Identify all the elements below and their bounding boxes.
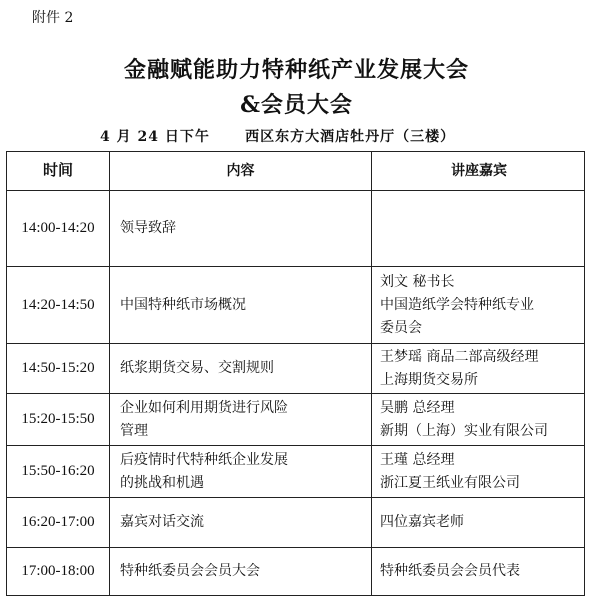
cell-time: 15:50-16:20 bbox=[7, 446, 110, 498]
cell-speaker bbox=[372, 548, 585, 596]
cell-time: 17:00-18:00 bbox=[7, 548, 110, 596]
attachment-label: 附件 2 bbox=[32, 10, 74, 26]
cell-time: 14:50-15:20 bbox=[7, 344, 110, 394]
table-row bbox=[7, 548, 585, 596]
speaker-line: 上海期货交易所 bbox=[380, 371, 478, 388]
speaker-line: 委员会 bbox=[380, 319, 422, 336]
content-line: 后疫情时代特种纸企业发展 bbox=[120, 451, 288, 468]
speaker-line: 吴鹏 总经理 bbox=[380, 399, 455, 416]
table-row bbox=[7, 267, 585, 344]
cell-content bbox=[110, 446, 372, 498]
speaker-line: 四位嘉宾老师 bbox=[380, 514, 464, 530]
cell-speaker bbox=[372, 394, 585, 446]
cell-time: 15:20-15:50 bbox=[7, 394, 110, 446]
content-line: 的挑战和机遇 bbox=[120, 474, 204, 491]
speaker-line: 中国造纸学会特种纸专业 bbox=[380, 296, 534, 313]
speaker-line: 王瑾 总经理 bbox=[380, 451, 455, 468]
cell-content bbox=[110, 548, 372, 596]
content-line: 嘉宾对话交流 bbox=[120, 514, 204, 530]
cell-content bbox=[110, 344, 372, 394]
content-line: 中国特种纸市场概况 bbox=[120, 296, 246, 313]
cell-content bbox=[110, 394, 372, 446]
table-header-row bbox=[7, 152, 585, 191]
header-time: 时间 bbox=[7, 152, 110, 191]
cell-speaker bbox=[372, 498, 585, 548]
content-line: 特种纸委员会会员大会 bbox=[120, 563, 260, 579]
cell-speaker bbox=[372, 344, 585, 394]
table-row bbox=[7, 498, 585, 548]
table-row bbox=[7, 446, 585, 498]
cell-content bbox=[110, 498, 372, 548]
schedule-table bbox=[6, 151, 585, 596]
content-line: 管理 bbox=[120, 422, 148, 439]
cell-time: 14:20-14:50 bbox=[7, 267, 110, 344]
speaker-line: 王梦瑶 商品二部高级经理 bbox=[380, 348, 539, 365]
cell-content bbox=[110, 267, 372, 344]
cell-time: 14:00-14:20 bbox=[7, 191, 110, 267]
table-row bbox=[7, 394, 585, 446]
content-line: 领导致辞 bbox=[120, 220, 176, 236]
cell-speaker bbox=[372, 446, 585, 498]
page-title-line2: &会员大会 bbox=[240, 92, 353, 118]
content-line: 纸浆期货交易、交割规则 bbox=[120, 360, 274, 376]
cell-content bbox=[110, 191, 372, 267]
header-speaker: 讲座嘉宾 bbox=[372, 152, 585, 191]
page-title: 金融赋能助力特种纸产业发展大会 bbox=[123, 57, 469, 83]
header-content: 内容 bbox=[110, 152, 372, 191]
cell-speaker bbox=[372, 191, 585, 267]
table-row bbox=[7, 344, 585, 394]
speaker-line: 新期（上海）实业有限公司 bbox=[380, 422, 548, 439]
content-line: 企业如何利用期货进行风险 bbox=[120, 399, 288, 416]
speaker-line: 刘文 秘书长 bbox=[380, 273, 455, 290]
date-venue: 4 月 24 日下午 西区东方大酒店牡丹厅（三楼） bbox=[100, 129, 456, 145]
speaker-line: 浙江夏王纸业有限公司 bbox=[380, 474, 520, 491]
table-row bbox=[7, 191, 585, 267]
cell-time: 16:20-17:00 bbox=[7, 498, 110, 548]
cell-speaker bbox=[372, 267, 585, 344]
speaker-line: 特种纸委员会会员代表 bbox=[380, 563, 520, 579]
